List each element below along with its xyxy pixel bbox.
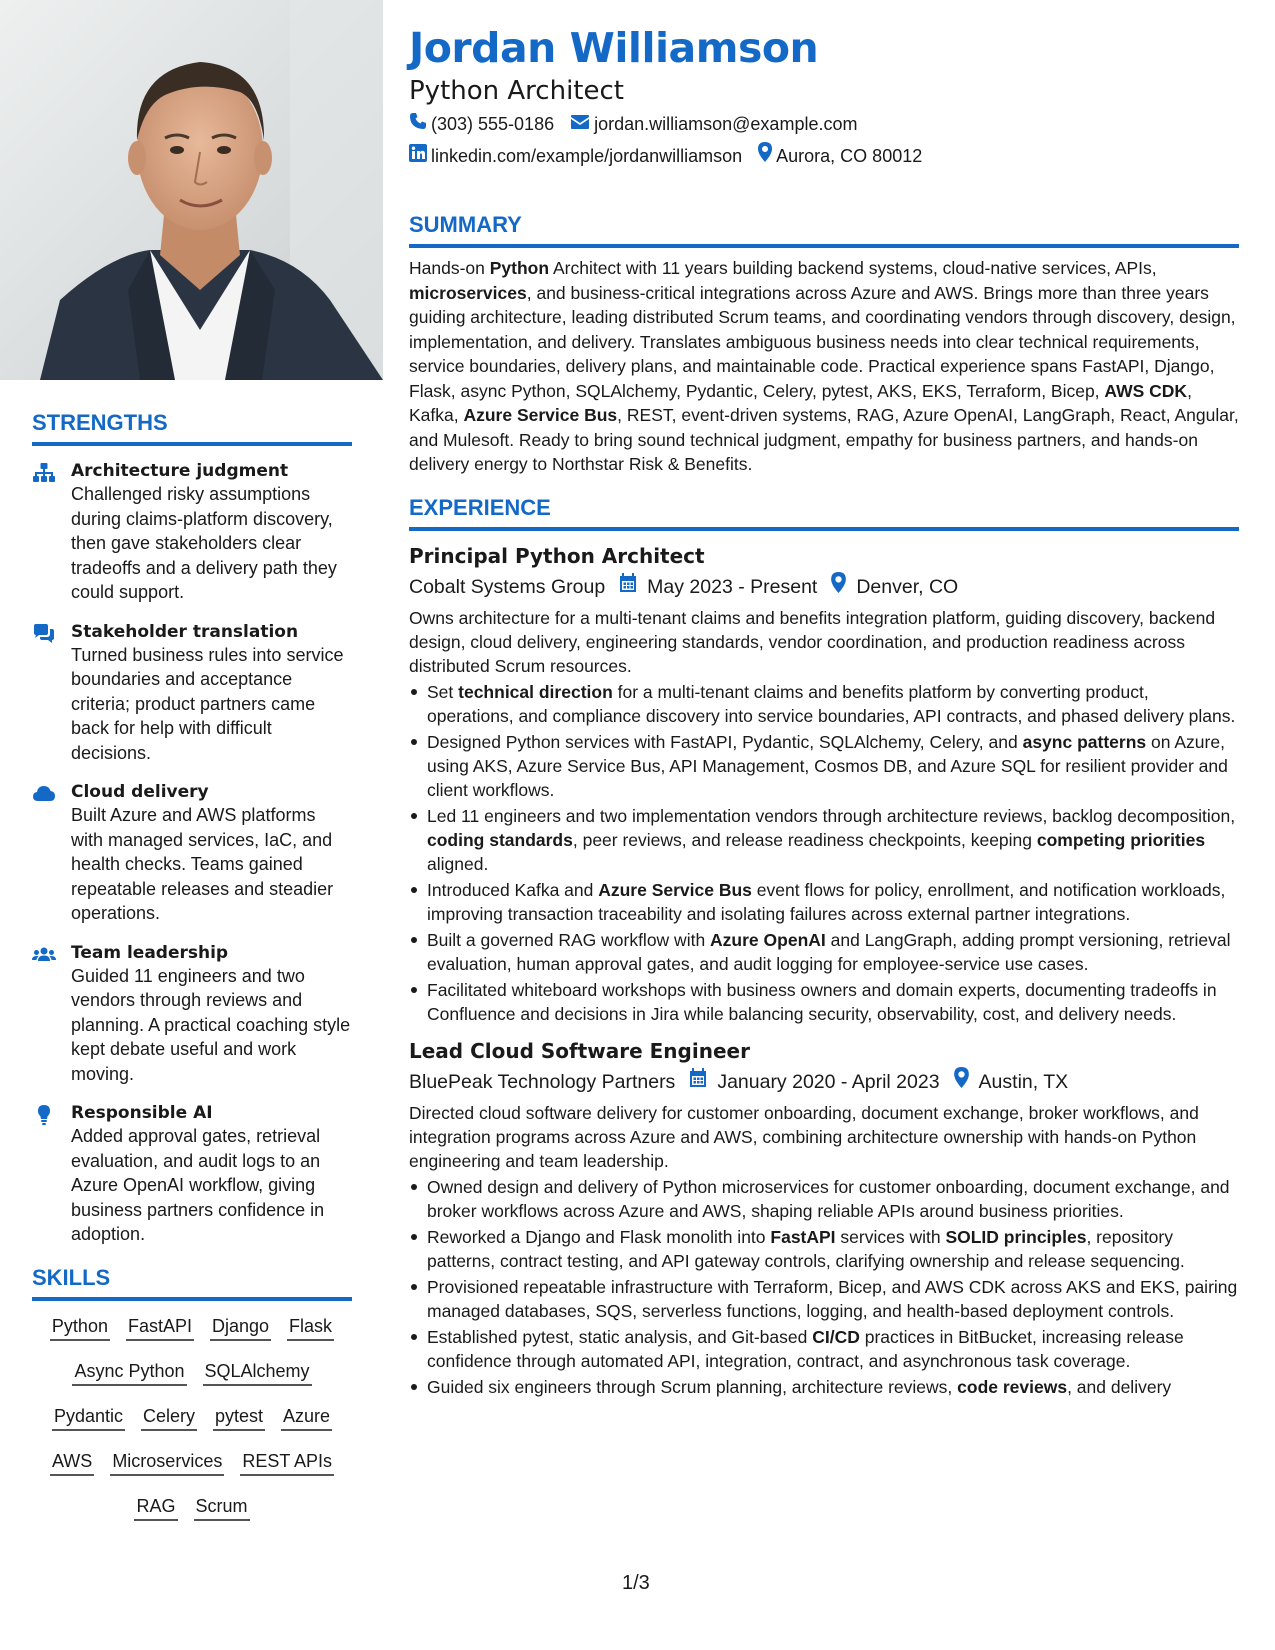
location-contact (758, 140, 922, 172)
skill-tag: Celery (141, 1403, 197, 1431)
phone-contact (409, 108, 554, 140)
bold-keyword: CI/CD (812, 1326, 860, 1347)
email-link[interactable]: jordan.williamson@example.com (594, 114, 858, 134)
sitemap-icon (32, 462, 56, 484)
bullet-item (409, 1375, 1239, 1399)
strength-item (32, 621, 352, 766)
strength-item (32, 1102, 352, 1247)
bold-keyword: async patterns (1022, 731, 1147, 752)
job-description: Directed cloud software delivery for customer onboarding, document exchange, broker workflows, and integration programs across Azure and AWS, combining architecture ownership with hands-on Python engineering and team leadership. (409, 1102, 1199, 1171)
bullet-item (409, 878, 1239, 926)
strength-title: Team leadership (71, 942, 229, 963)
text-segment: Hands-on (409, 258, 490, 278)
skill-tag: FastAPI (126, 1313, 194, 1341)
strength-title: Architecture judgment (71, 461, 289, 481)
text-segment: Guided six engineers through Scrum planning, architecture reviews, (427, 1376, 958, 1397)
strength-item (32, 460, 352, 605)
text-segment: , repository patterns, contract testing, and API gateway controls, clarifying ownership and release sequencing. (427, 1226, 1185, 1271)
experience-heading: EXPERIENCE (409, 495, 1239, 531)
text-segment: Led 11 engineers and two implementation vendors through architecture reviews, backlog decomposition, (427, 805, 1236, 826)
text-segment: , Kafka, (409, 380, 1192, 425)
jobs-list (409, 541, 1239, 1399)
text-segment: aligned. (427, 853, 489, 874)
text-segment: practices in BitBucket, increasing release confidence through automated API, integration, contract, and asynchronous task coverage. (427, 1326, 1184, 1371)
text-segment: Established pytest, static analysis, and Git-based (427, 1326, 813, 1347)
text-segment: Architect with 11 years building backend systems, cloud-native services, APIs, (549, 258, 1157, 278)
calendar-icon (689, 1066, 717, 1098)
email-contact (570, 108, 857, 140)
skill-tag: SQLAlchemy (203, 1358, 312, 1386)
strength-item (32, 942, 352, 1087)
text-segment: , and business-critical integrations across Azure and AWS. Brings more than three years guiding architecture, leading distributed Scrum teams, and coordinating vendors through discovery, design, implementation, and delivery. Translates ambiguous business needs into clear technical requirements, service boundaries, delivery plans, and maintainable code. Practical experience spans FastAPI, Django, Flask, async Python, SQLAlchemy, Pydantic, Celery, pytest, AKS, EKS, Terraform, Bicep, (409, 282, 1236, 401)
bold-keyword: AWS CDK (1104, 380, 1188, 401)
bullet-item (409, 804, 1239, 876)
bold-keyword: Python (489, 258, 550, 278)
phone-text[interactable]: (303) 555-0186 (431, 114, 555, 134)
skill-tag: Scrum (194, 1493, 250, 1521)
skill-tag: Pydantic (52, 1403, 125, 1431)
skill-tag: Python (50, 1313, 110, 1341)
bold-keyword: microservices (409, 282, 527, 303)
right-column (409, 22, 1239, 1401)
skills-heading: SKILLS (32, 1265, 352, 1301)
calendar-icon (619, 571, 647, 603)
bullet-item (409, 1275, 1239, 1323)
map-marker-icon (831, 571, 856, 603)
strength-title: Cloud delivery (71, 782, 209, 802)
bold-keyword: competing priorities (1036, 829, 1206, 850)
linkedin-link[interactable]: linkedin.com/example/jordanwilliamson (431, 146, 743, 166)
text-segment: on Azure, using AKS, Azure Service Bus, API Management, Cosmos DB, and Azure SQL for resilient provider and client workflows. (427, 731, 1228, 800)
skill-tag: RAG (134, 1493, 177, 1521)
job-meta (409, 571, 1239, 603)
skills-list (32, 1313, 352, 1521)
skill-tag: AWS (50, 1448, 94, 1476)
company-name: BluePeak Technology Partners (409, 1070, 676, 1093)
contact-row-2 (409, 140, 1239, 172)
bold-keyword: Azure Service Bus (463, 405, 618, 425)
profile-photo (0, 0, 383, 380)
linkedin-icon (409, 140, 431, 172)
candidate-name: Jordan Williamson (409, 24, 819, 72)
job-location (831, 571, 958, 603)
text-segment: , peer reviews, and release readiness checkpoints, keeping (572, 829, 1037, 850)
job-title: Lead Cloud Software Engineer (409, 1038, 750, 1063)
job-entry (409, 1036, 1239, 1399)
left-column (32, 410, 352, 1521)
strength-title: Stakeholder translation (71, 621, 299, 642)
text-segment: event flows for policy, enrollment, and notification workloads, improving transaction traceability and isolating failures across external partner integrations. (427, 879, 1226, 924)
phone-icon (409, 108, 431, 140)
bold-keyword: Azure Service Bus (598, 879, 752, 900)
job-dates (619, 571, 817, 603)
text-segment: Introduced Kafka and (427, 879, 599, 900)
bullet-item (409, 978, 1239, 1026)
bold-keyword: FastAPI (770, 1226, 836, 1247)
map-marker-icon (758, 140, 776, 172)
bold-keyword: technical direction (458, 681, 613, 702)
page-number: 1/3 (622, 1572, 650, 1594)
location-text: Aurora, CO 80012 (776, 146, 923, 166)
job-title: Principal Python Architect (409, 543, 705, 568)
comments-icon (32, 623, 56, 645)
job-entry (409, 541, 1239, 1026)
strength-desc: Added approval gates, retrieval evaluation, and audit logs to an Azure OpenAI workflow, giving business partners confidence in adoption. (71, 1126, 325, 1244)
text-segment: Owned design and delivery of Python microservices for customer onboarding, document exchange, and broker workflows across Azure and AWS, shaping reliable APIs around business priorities. (427, 1176, 1230, 1221)
bold-keyword: SOLID principles (945, 1226, 1087, 1247)
bullet-item (409, 1225, 1239, 1273)
skill-tag: Flask (287, 1313, 334, 1341)
text-segment: Designed Python services with FastAPI, Pydantic, SQLAlchemy, Celery, and (427, 731, 1023, 752)
cloud-icon (32, 783, 56, 805)
strength-desc: Built Azure and AWS platforms with managed services, IaC, and health checks. Teams gained repeatable releases and steadier operations. (71, 805, 334, 923)
strength-desc: Turned business rules into service boundaries and acceptance criteria; product partners came back for help with difficult decisions. (71, 644, 344, 763)
bold-keyword: Azure OpenAI (710, 929, 826, 950)
dates-text: January 2020 - April 2023 (717, 1070, 940, 1093)
bullet-item (409, 730, 1239, 802)
text-segment: Reworked a Django and Flask monolith into (427, 1226, 771, 1247)
location-text: Austin, TX (978, 1070, 1069, 1093)
strength-item (32, 781, 352, 926)
text-segment: services with (835, 1226, 946, 1247)
bullet-item (409, 1175, 1239, 1223)
job-location (954, 1066, 1069, 1098)
text-segment: , and delivery (1067, 1376, 1172, 1397)
envelope-icon (570, 108, 594, 140)
summary-text (409, 256, 1239, 477)
job-bullets (409, 1175, 1239, 1399)
bold-keyword: coding standards (427, 829, 573, 850)
skill-tag: Async Python (72, 1358, 186, 1386)
text-segment: Facilitated whiteboard workshops with business owners and domain experts, documenting tradeoffs in Confluence and decisions in Jira while balancing security, observability, cost, and delivery needs. (427, 979, 1217, 1024)
bullet-item (409, 928, 1239, 976)
dates-text: May 2023 - Present (647, 575, 818, 598)
text-segment: Set (427, 681, 459, 702)
bullet-item (409, 680, 1239, 728)
strengths-list (32, 460, 352, 1247)
users-icon (32, 944, 56, 966)
text-segment: , REST, event-driven systems, RAG, Azure OpenAI, LangGraph, React, Angular, and Mulesoft. Ready to bring sound technical judgment, empathy for business partners, and hands-on delivery energy to Northstar Risk & Benefits. (409, 405, 1239, 474)
bold-keyword: code reviews (957, 1376, 1068, 1397)
map-marker-icon (954, 1066, 979, 1098)
strength-title: Responsible AI (71, 1103, 213, 1123)
strengths-heading: STRENGTHS (32, 410, 352, 446)
linkedin-contact (409, 140, 742, 172)
skill-tag: Django (210, 1313, 271, 1341)
text-segment: and LangGraph, adding prompt versioning, retrieval evaluation, human approval gates, and audit logging for employee-service use cases. (427, 929, 1231, 974)
skill-tag: Azure (281, 1403, 332, 1431)
lightbulb-icon (32, 1104, 56, 1126)
job-bullets (409, 680, 1239, 1026)
job-description: Owns architecture for a multi-tenant claims and benefits integration platform, guiding discovery, backend design, cloud delivery, engineering standards, vendor coordination, and production readiness across distributed Scrum resources. (409, 607, 1216, 676)
job-dates (689, 1066, 939, 1098)
summary-heading: SUMMARY (409, 212, 1239, 248)
strength-desc: Guided 11 engineers and two vendors through reviews and planning. A practical coaching style kept debate useful and work moving. (71, 965, 351, 1084)
contact-row (409, 108, 1239, 140)
skill-tag: pytest (213, 1403, 265, 1431)
bullet-item (409, 1325, 1239, 1373)
text-segment: Provisioned repeatable infrastructure with Terraform, Bicep, and AWS CDK across AKS and EKS, pairing managed databases, SQS, serverless functions, logging, and health-based deployment controls. (427, 1276, 1238, 1321)
skill-tag: REST APIs (240, 1448, 334, 1476)
text-segment: for a multi-tenant claims and benefits platform by converting product, operations, and compliance discovery into service boundaries, API contracts, and phased delivery plans. (427, 681, 1236, 726)
company-name: Cobalt Systems Group (409, 575, 606, 598)
skill-tag: Microservices (110, 1448, 224, 1476)
text-segment: Built a governed RAG workflow with (427, 929, 711, 950)
job-meta (409, 1066, 1239, 1098)
strength-desc: Challenged risky assumptions during claims-platform discovery, then gave stakeholders clear tradeoffs and a delivery path they could support. (71, 484, 337, 602)
location-text: Denver, CO (856, 575, 959, 598)
candidate-role: Python Architect (409, 76, 624, 106)
